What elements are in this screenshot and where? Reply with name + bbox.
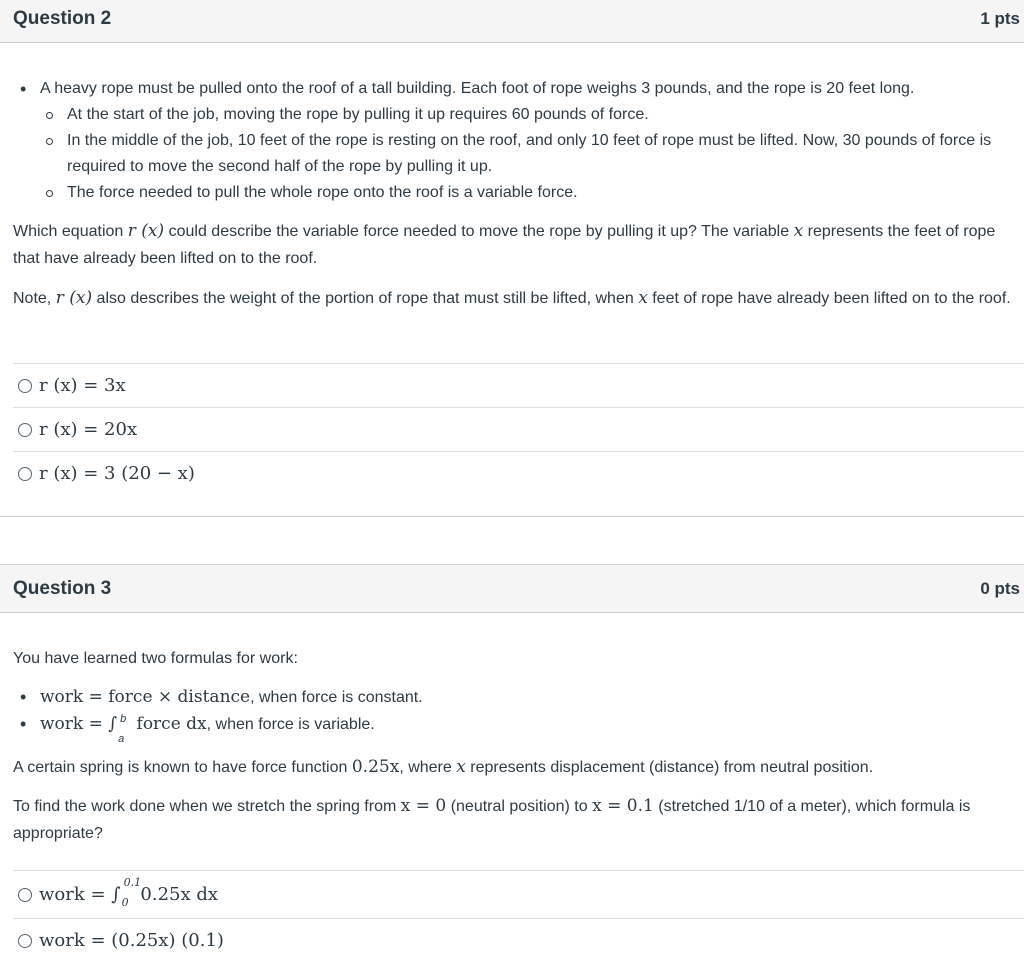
- question-2-answers: [13, 363, 1024, 495]
- question-3-intro: You have learned two formulas for work:: [13, 650, 298, 667]
- radio-button[interactable]: [18, 934, 32, 948]
- question-points: 0 pts: [980, 578, 1020, 598]
- question-2-prompt: [13, 218, 1018, 272]
- list-item: • work = ∫ b a force dx, when force is variable.: [13, 711, 1013, 738]
- answer-option[interactable]: r (x) = 3x: [13, 363, 1024, 407]
- question-title: Question 2: [13, 7, 112, 29]
- question-2-note: [13, 285, 1018, 312]
- question-3-header: [0, 564, 1024, 613]
- question-title: Question 3: [13, 577, 112, 599]
- formula-list: [13, 684, 1013, 745]
- answer-option[interactable]: r (x) = 20x: [13, 407, 1024, 451]
- answer-option[interactable]: work = ∫ 0.1 0 0.25x dx: [13, 870, 1024, 918]
- list-item: • A heavy rope must be pulled onto the roof of a tall building. Each foot of rope weighs 3 pounds, and the rope is 20 feet long.: [13, 76, 1013, 102]
- question-points: 1 pts: [980, 8, 1020, 28]
- question-3-prompt: To find the work done when we stretch the spring from x = 0 (neutral position) to x = 0.1 (stretched 1/10 of a meter), which formula is appropriate?: [13, 796, 971, 842]
- radio-button[interactable]: [18, 379, 32, 393]
- list-item: The force needed to pull the whole rope onto the roof is a variable force.: [13, 180, 1003, 206]
- radio-button[interactable]: [18, 423, 32, 437]
- answer-option[interactable]: work = (0.25x) (0.1): [13, 918, 1024, 962]
- answer-option[interactable]: r (x) = 3 (20 − x): [13, 451, 1024, 495]
- note-paragraph: Note, r (x) also describes the weight of the portion of rope that must still be lifted, when x feet of rope have already been lifted on to the roof.: [13, 288, 1011, 308]
- radio-button[interactable]: [18, 467, 32, 481]
- problem-list: [13, 76, 1013, 206]
- list-item: In the middle of the job, 10 feet of the rope is resting on the roof, and only 10 feet of rope must be lifted. Now, 30 pounds of force is required to move the second half of the rope by pulling it up.: [13, 128, 1003, 180]
- question-2-header: [0, 0, 1024, 43]
- question-2-text: [13, 76, 1013, 206]
- question-3-answers: [13, 870, 1024, 962]
- question-divider: [0, 516, 1024, 517]
- list-item: At the start of the job, moving the rope by pulling it up requires 60 pounds of force.: [13, 102, 1003, 128]
- prompt-paragraph: Which equation r (x) could describe the variable force needed to move the rope by pulling it up? The variable x represents the feet of rope that have already been lifted on to the roof.: [13, 221, 996, 267]
- radio-button[interactable]: [18, 888, 32, 902]
- question-3-spring: A certain spring is known to have force function 0.25x, where x represents displacement (distance) from neutral position.: [13, 757, 874, 777]
- question-3-formulas: [13, 684, 1013, 745]
- list-item: • work = force × distance, when force is constant.: [13, 684, 1013, 711]
